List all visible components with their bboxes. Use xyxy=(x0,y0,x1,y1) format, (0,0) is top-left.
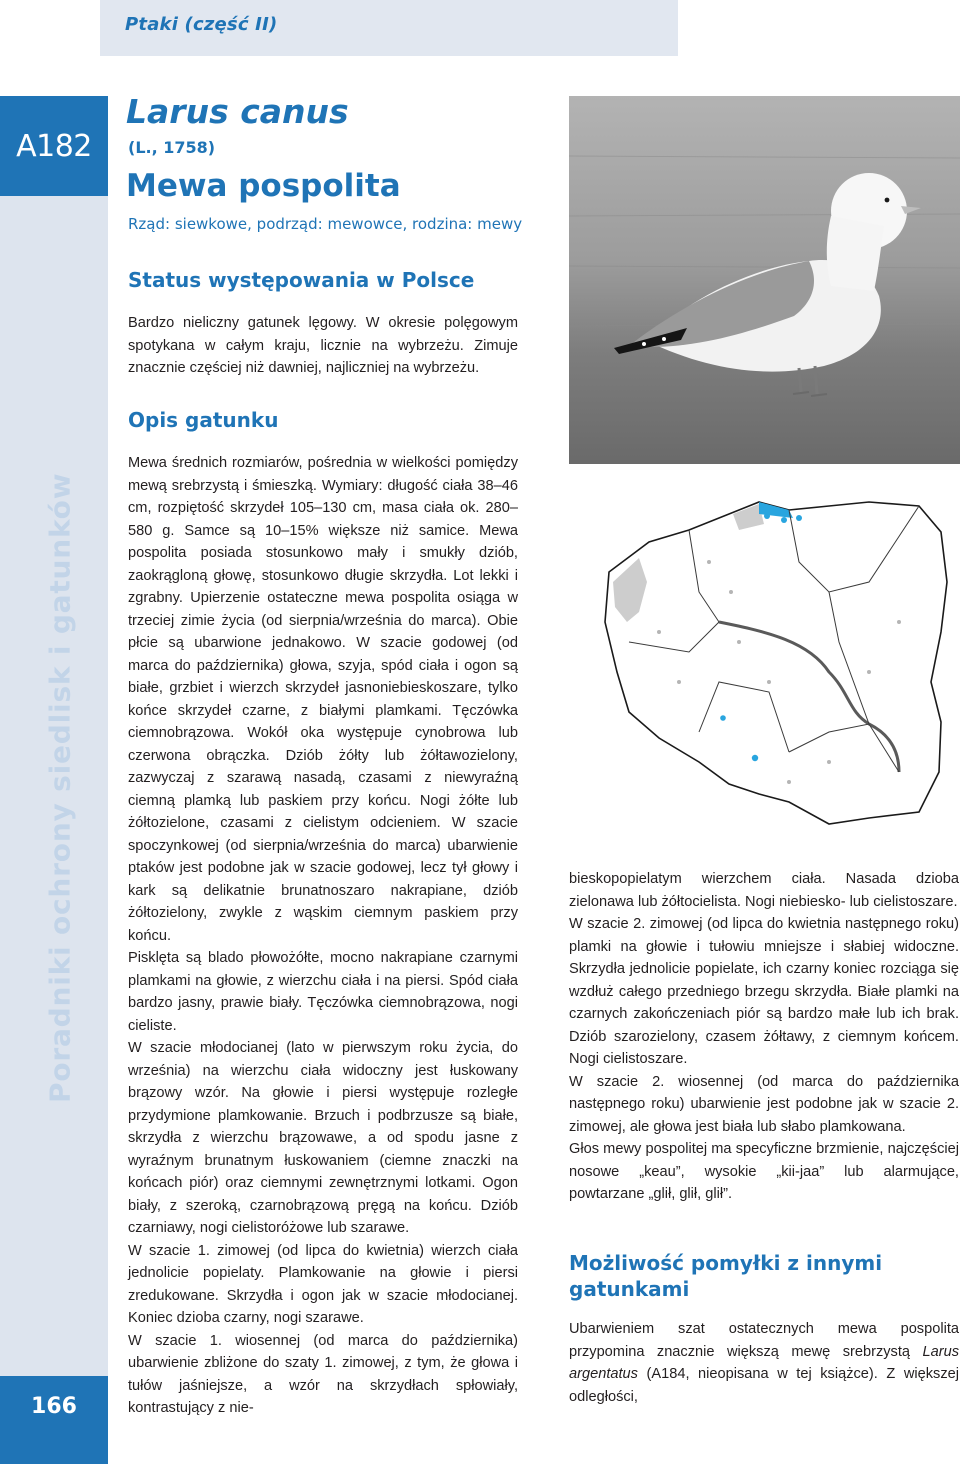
polish-name: Mewa pospolita xyxy=(126,168,401,204)
confusion-text-before: Ubarwieniem szat ostatecznych mewa pospolita przypomina znacznie większą mewę srebrzystą xyxy=(569,1321,959,1360)
status-text: Bardzo nieliczny gatunek lęgowy. W okresie polęgowym spotykana w całym kraju, licznie na wybrzeżu. Zimuje znacznie częściej niż dawniej, najliczniej na wybrzeżu. xyxy=(128,315,518,376)
distribution-map-svg xyxy=(569,472,960,852)
description-paragraph: bieskopopielatym wierzchem ciała. Nasada dzioba zielonawa lub żółtocielista. Nogi niebiesko- lub cielistoszare. xyxy=(569,871,959,910)
description-paragraph: Głos mewy pospolitej ma specyficzne brzmienie, najczęściej nosowe „keau”, wysokie „kii-jaa” lub alarmujące, powtarzane „glił, glił, glił”. xyxy=(569,1141,959,1202)
confusion-latin-name: Larus argentatus xyxy=(569,1343,959,1382)
description-paragraph: W szacie 1. wiosennej (od marca do października) ubarwienie zbliżone do szaty 1. zimowej, z tym, że głowa i tułów jaśniejsze, a wzór na skrzydłach spłowiały, kontrastujący z nie- xyxy=(128,1332,518,1416)
authority: (L., 1758) xyxy=(128,138,216,157)
confusion-text xyxy=(569,1318,959,1408)
confusion-heading: Możliwość pomyłki z innymi gatunkami xyxy=(569,1251,883,1301)
page-number: 166 xyxy=(31,1393,77,1419)
description-paragraph: W szacie 1. zimowej (od lipca do kwietnia) wierzch ciała jednolicie popielaty. Plamkowanie na głowie i piersi zredukowane. Skrzydła i ogon jak w szacie młodocianej. Koniec dzioba czarny, nogi szarawe. xyxy=(128,1242,518,1326)
series-title: Ptaki (część II) xyxy=(125,14,278,35)
description-paragraph: W szacie 2. zimowej (od lipca do kwietnia następnego roku) plamki na głowie i tułowiu mniejsze i słabiej widoczne. Skrzydła jednolicie popielate, ich czarny koniec rozciąga się wzdłuż całego przedniego brzegu skrzydła. Białe plamki na czarnych zakończeniach piór są bardzo małe lub ich brak. Dziób szarozielony, czasem żółtawy, z ciemnym końcem. Nogi cielistoszare. xyxy=(569,916,959,1067)
description-paragraph: W szacie młodocianej (lato w pierwszym roku życia, do września) na wierzchu ciała widoczny jest łuskowany brązowy wzór. Na głowie i piersi występuje rozległe przydymione plamkowanie. Brzuch i podbrzusze są białe, skrzydła z wierzchu brązowawe, a od spodu jasne z wyraźnym brunatnym łuskowaniem (ciemne znaczki na końcach piór) oraz ciemnymi zewnętrznymi lotkami. Ogon biały, z szeroką, czarnobrązową pręgą na końcu. Dziób czarniawy, nogi cielistoróżowe lub szarawe. xyxy=(128,1040,518,1236)
description-paragraph: Pisklęta są blado płowożółte, mocno nakrapiane czarnymi plamkami na głowie, z wierzchu ciała i na piersi. Spód ciała bardzo jasny, prawie biały. Tęczówka ciemnobrązowa, nogi cieliste. xyxy=(128,950,518,1034)
distribution-map xyxy=(569,472,960,852)
species-code: A182 xyxy=(16,128,92,164)
description-heading: Opis gatunku xyxy=(128,408,279,432)
description-paragraph: W szacie 2. wiosennej (od marca do października następnego roku) ubarwienie jest podobne jak w szacie 2. zimowej, ale głowa jest biała lub słabo plamkowana. xyxy=(569,1073,959,1135)
gull-photo-svg xyxy=(569,96,960,464)
confusion-text-after: (A184, nieopisana w tej książce). Z większej odległości, xyxy=(569,1366,959,1405)
description-left-column xyxy=(128,452,518,1420)
taxonomy: Rząd: siewkowe, podrząd: mewowce, rodzina: mewy xyxy=(128,215,523,233)
latin-name: Larus canus xyxy=(126,92,349,131)
gull-photo xyxy=(569,96,960,464)
status-heading: Status występowania w Polsce xyxy=(128,268,475,292)
description-right-column xyxy=(569,868,959,1206)
vertical-series-title: Poradniki ochrony siedlisk i gatunków xyxy=(43,472,77,1104)
description-paragraph: Mewa średnich rozmiarów, pośrednia w wielkości pomiędzy mewą srebrzystą i śmieszką. Wymiary: długość ciała 38–46 cm, rozpiętość skrzydeł 105–130 cm, masa ciała ok. 280–580 g. Samce są 10–15% większe niż samice. Mewa pospolita posiada stosunkowo mały i smukły dziób, zaokrągloną głowę, stosunkowo długie skrzydła. Lot lekki i zgrabny. Upierzenie ostateczne mewa pospolita osiąga w trzeciej zimie życia (od sierpnia/września do marca). Obie płcie są ubarwione jednakowo. W szacie godowej (od marca do października) głowa, szyja, spód ciała i ogon są białe, grzbiet i wierzch skrzydeł jasnoniebieskoszare, tylko końce skrzydeł czarne, z białymi plamkami. Tęczówka ciemnobrązowa. Wokół oka występuje cynobrowa lub czerwona obrączka. Dziób żółty lub żółtawozielony, zazwyczaj z szarawą nasadą, czasami z niewyraźną ciemną plamką lub paskiem przy końcu. Nogi żółte lub żółtozielone, czasami z cielistym odcieniem. W szacie spoczynkowej (od sierpnia/września do marca) ubarwienie ptaków jest podobne jak w szacie godowej, lecz tył głowy i kark są delikatnie brunatnoszaro nakrapiane, dziób żółtozielony, zwykle z wąskim ciemnym paskiem przy końcu. xyxy=(128,455,518,944)
